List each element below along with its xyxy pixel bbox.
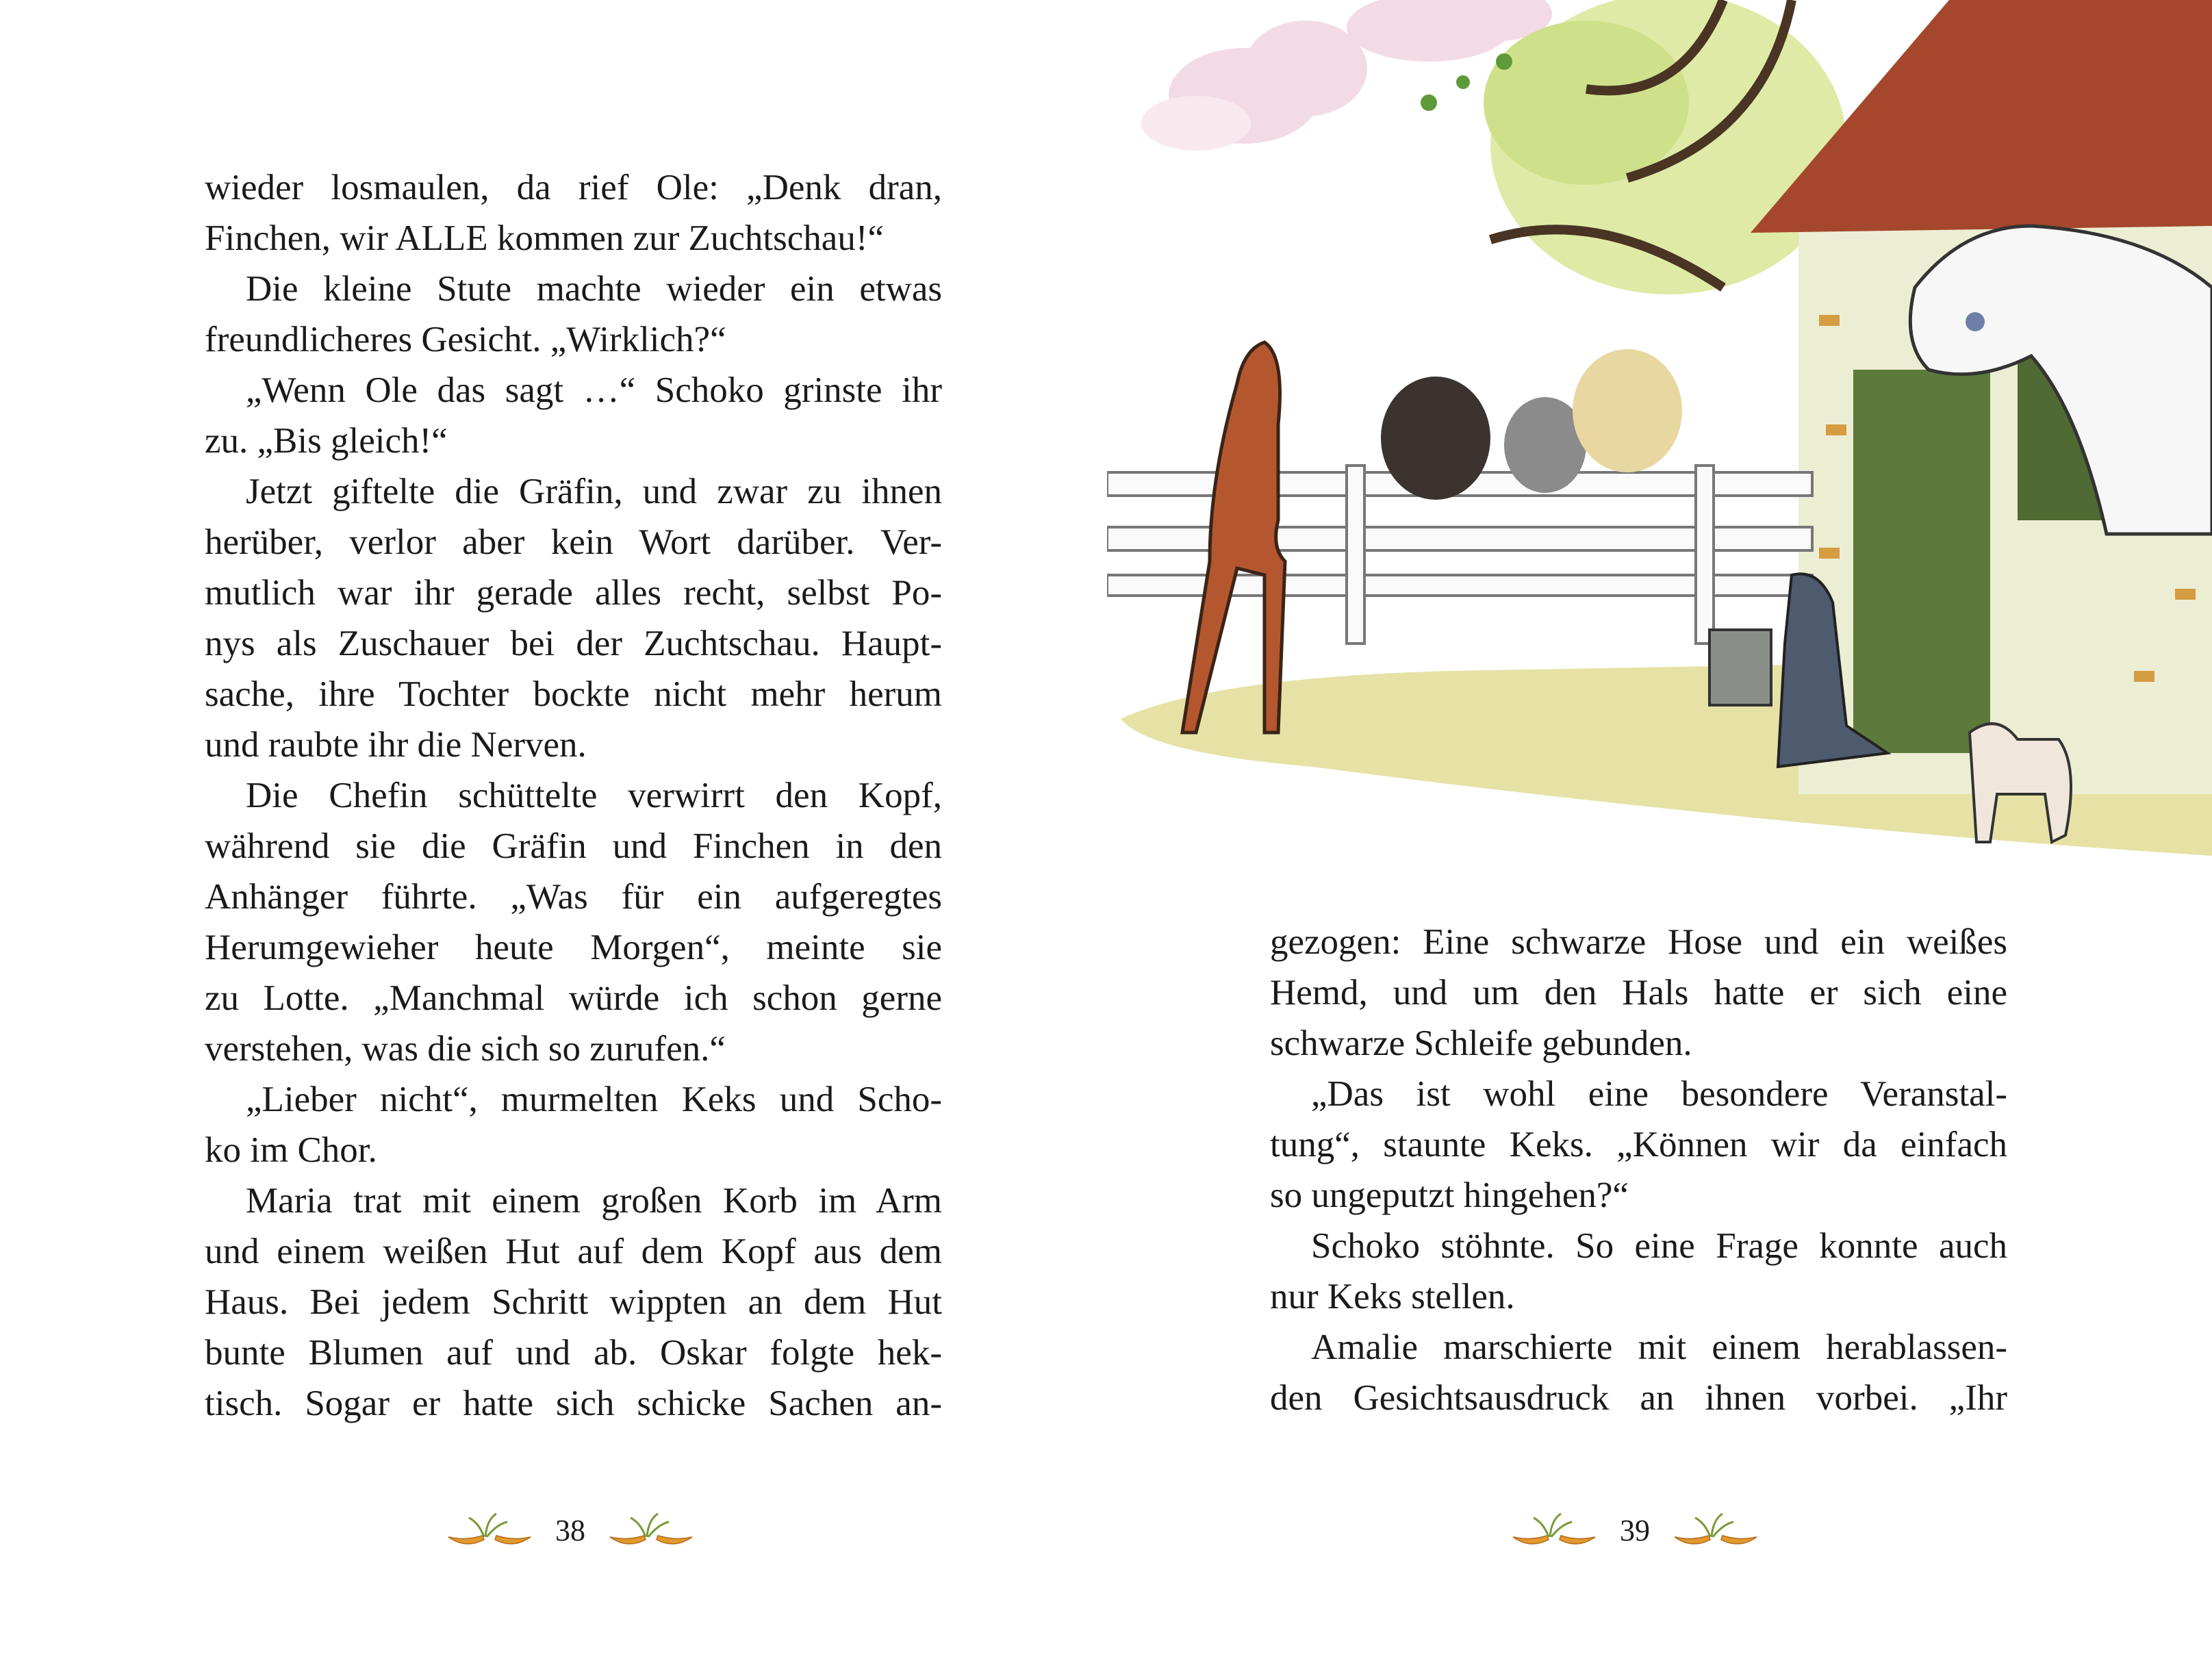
- text-line: nur Keks stellen.: [1270, 1277, 1515, 1316]
- text-line: „Wenn Ole das sagt …“ Schoko grinste ihr: [246, 370, 942, 410]
- text-line: Die kleine Stute machte wieder ein etwas: [246, 269, 942, 309]
- page-number: 38: [555, 1513, 585, 1547]
- text-line: und raubte ihr die Nerven.: [205, 725, 587, 765]
- carrot-ornament-icon: [1668, 1510, 1764, 1551]
- text-line: herüber, verlor aber kein Wort darüber. Ver-: [205, 522, 942, 562]
- page-footer-right: [1506, 1506, 1764, 1554]
- stable-door: [1853, 370, 1990, 753]
- text-line: schwarze Schleife gebunden.: [1270, 1023, 1692, 1063]
- text-line: Herumgewieher heute Morgen“, meinte sie: [205, 928, 942, 967]
- text-line: verstehen, was die sich so zurufen.“: [205, 1029, 726, 1069]
- text-line: ko im Chor.: [205, 1130, 377, 1170]
- bucket: [1709, 630, 1771, 705]
- text-line: so ungeputzt hingehen?“: [1270, 1175, 1629, 1215]
- right-page-text: [1270, 917, 2007, 1423]
- text-line: „Lieber nicht“, murmelten Keks und Scho-: [246, 1080, 942, 1119]
- text-line: nys als Zuschauer bei der Zuchtschau. Haupt-: [205, 624, 942, 663]
- farm-illustration: [1107, 0, 2212, 867]
- text-line: Haus. Bei jedem Schritt wippten an dem Hut: [205, 1282, 942, 1322]
- text-line: Jetzt giftelte die Gräfin, und zwar zu ihnen: [246, 472, 942, 511]
- text-line: „Das ist wohl eine besondere Veranstal-: [1311, 1074, 2007, 1114]
- text-line: freundlicheres Gesicht. „Wirklich?“: [205, 320, 726, 359]
- text-line: Maria trat mit einem großen Korb im Arm: [246, 1181, 942, 1221]
- text-line: wieder losmaulen, da rief Ole: „Denk dran,: [205, 168, 942, 207]
- text-line: sache, ihre Tochter bockte nicht mehr herum: [205, 674, 942, 714]
- text-line: Die Chefin schüttelte verwirrt den Kopf,: [246, 776, 942, 815]
- text-line: Anhänger führte. „Was für ein aufgeregtes: [205, 877, 942, 917]
- text-line: während sie die Gräfin und Finchen in den: [205, 826, 942, 866]
- text-line: Finchen, wir ALLE kommen zur Zuchtschau!“: [205, 218, 884, 258]
- carrot-ornament-icon: [603, 1510, 699, 1551]
- text-line: den Gesichtsausdruck an ihnen vorbei. „Ihr: [1270, 1378, 2007, 1418]
- text-line: und einem weißen Hut auf dem Kopf aus dem: [205, 1232, 942, 1271]
- text-line: tung“, staunte Keks. „Können wir da einfach: [1270, 1125, 2007, 1164]
- text-line: zu. „Bis gleich!“: [205, 421, 448, 461]
- carrot-ornament-icon: [1506, 1510, 1602, 1551]
- page-footer-left: [442, 1506, 699, 1554]
- text-line: zu Lotte. „Manchmal würde ich schon gerne: [205, 978, 942, 1018]
- text-line: gezogen: Eine schwarze Hose und ein weißes: [1270, 922, 2007, 962]
- text-line: Schoko stöhnte. So eine Frage konnte auch: [1311, 1226, 2007, 1266]
- left-page-text: [205, 162, 942, 1429]
- carrot-ornament-icon: [442, 1510, 537, 1551]
- text-line: tisch. Sogar er hatte sich schicke Sachen an-: [205, 1384, 942, 1423]
- text-line: bunte Blumen auf und ab. Oskar folgte hek-: [205, 1333, 942, 1373]
- text-line: mutlich war ihr gerade alles recht, selbst Po-: [205, 573, 942, 613]
- page-number: 39: [1620, 1513, 1650, 1547]
- text-line: Amalie marschierte mit einem herablassen-: [1311, 1327, 2007, 1367]
- text-line: Hemd, und um den Hals hatte er sich eine: [1270, 973, 2007, 1013]
